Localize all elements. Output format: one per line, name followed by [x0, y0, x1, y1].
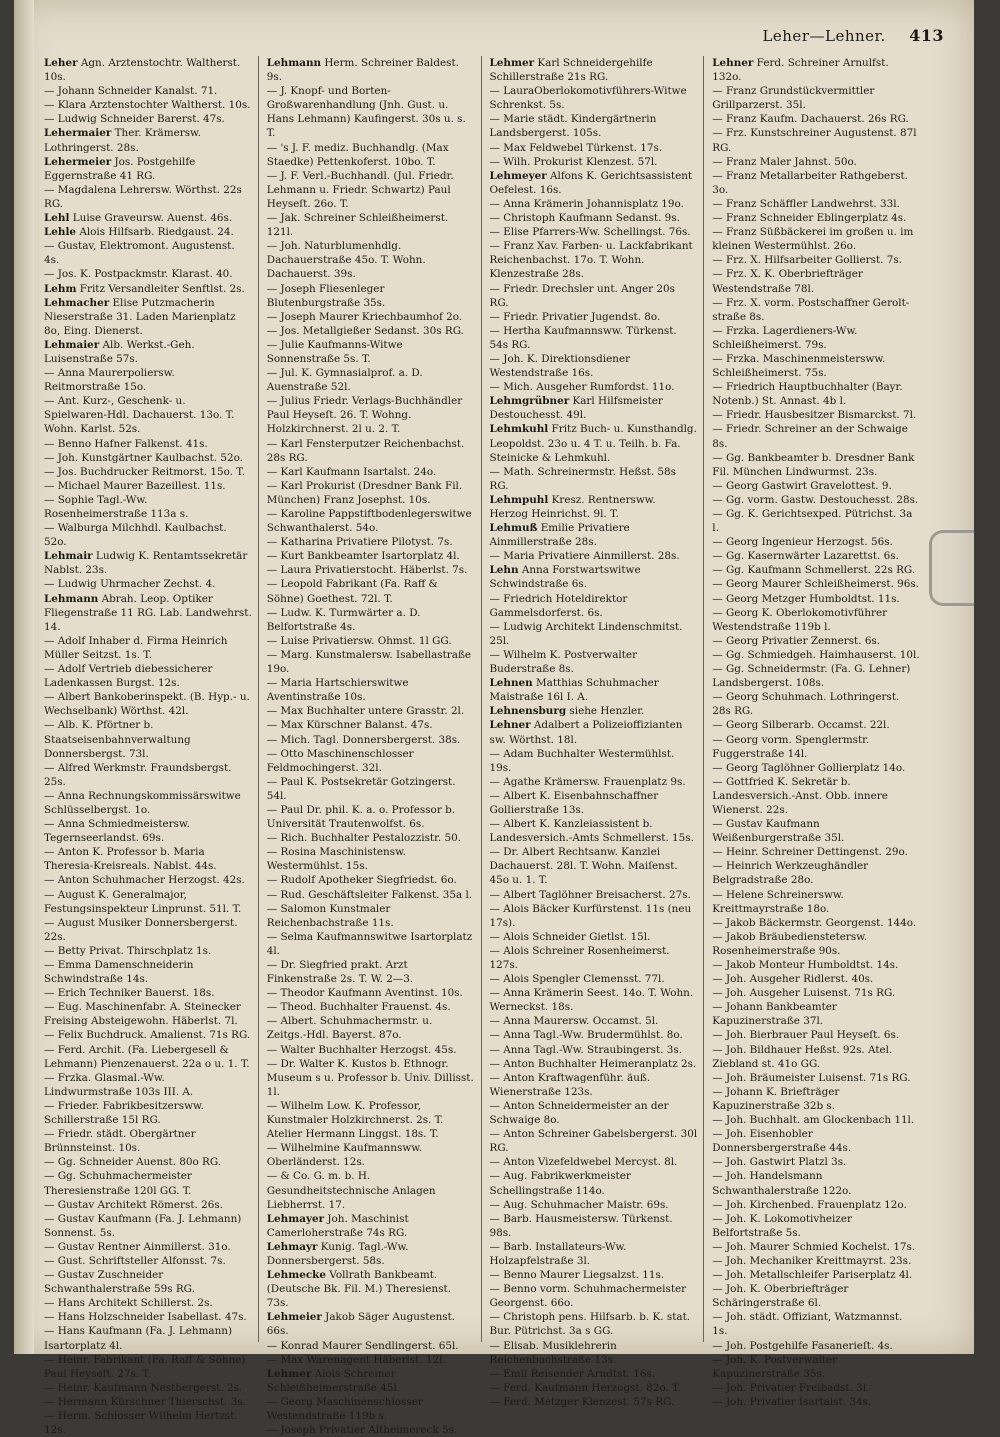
directory-entry: — Joh. Metallschleifer Pariserplatz 4l.	[712, 1269, 913, 1282]
directory-entry: — Joh. Postgehilfe Fasanerieſt. 4s.	[712, 1339, 893, 1352]
directory-entry: — 's J. F. mediz. Buchhandlg. (Max Staedke) Pettenkoferst. 10bo. T.	[266, 141, 452, 168]
directory-entry: — Aug. Fabrikwerkmeister Schellingstraße 114o.	[489, 1170, 635, 1197]
directory-entry: — Dr. Siegfried prakt. Arzt Finkenstraße 2s. T. W. 2—3.	[266, 959, 414, 986]
directory-entry: — Anton Kraftwagenführ. äuß. Wienerstraße 123s.	[489, 1071, 654, 1098]
directory-entry: — Johann Bankbeamter Kapuzinerstraße 37l.	[712, 1001, 841, 1028]
directory-entry: — Otto Maschinenschlosser Feldmochingerst. 32l.	[266, 747, 417, 774]
directory-entry: — Selma Kaufmannswitwe Isartorplatz 4l.	[266, 930, 476, 957]
directory-entry: — Georg Metzger Humboldtst. 11s.	[712, 592, 900, 605]
directory-entry: Lehmayer Joh. Maschinist Camerloherstraße 74s RG.	[266, 1212, 412, 1239]
directory-entry: — Anton Schneidermeister an der Schwaige 8o.	[489, 1099, 672, 1127]
directory-entry: — Joh. Handelsmann Schwanthalerstraße 122o.	[712, 1170, 852, 1197]
directory-entry: — Gottfried K. Sekretär b. Landesversich.-Anst. Obb. innere Wienerst. 22s.	[712, 775, 892, 816]
surname: Lehmecke	[266, 1269, 326, 1282]
running-head-title: Leher—Lehner.	[762, 27, 886, 45]
column-3	[482, 56, 705, 1408]
directory-entry: Lehmair Ludwig K. Rentamtssekretär Nablst. 23s.	[44, 550, 251, 577]
surname: Lehmann	[44, 592, 99, 605]
directory-entry: — Joh. Bierbrauer Paul Heyseſt. 6s.	[712, 1029, 900, 1042]
directory-entry: — Mich. Tagl. Donnersbergerst. 38s.	[266, 733, 461, 746]
directory-entry: — Franz Kaufm. Dachauerst. 26s RG.	[712, 113, 909, 126]
directory-entry: — Hermann Kürschner Thierschst. 3s.	[44, 1395, 247, 1408]
directory-entry: — Frzka. Lagerdieners-Ww. Schleißheimerst. 79s.	[712, 324, 861, 351]
directory-entry: — Dr. Walter K. Kustos b. Ethnogr. Museum s u. Professor b. Univ. Dillisst. 1l.	[266, 1057, 478, 1098]
directory-entry: Lehmecke Vollrath Bankbeamt. (Deutsche Bk. Fil. M.) Theresienst. 73s.	[266, 1269, 455, 1310]
directory-entry: — Gg. Schneidermstr. (Fa. G. Lehner) Landsbergerst. 108s.	[712, 663, 914, 690]
directory-entry: — Frieder. Fabrikbesitzersww. Schillerstraße 15l RG.	[44, 1099, 208, 1127]
directory-entry: — Joh. Buchhalt. am Glockenbach 11l.	[712, 1114, 915, 1127]
directory-entry: — Jak. Schreiner Schleißheimerst. 121l.	[266, 212, 452, 239]
directory-entry: — Emil Reisender Arndtst. 16s.	[489, 1367, 656, 1380]
directory-entry: — Paul Dr. phil. K. a. o. Professor b. Universität Trautenwolfst. 6s.	[266, 803, 459, 831]
directory-entry: — Barb. Hausmeistersw. Türkenst. 98s.	[489, 1212, 676, 1239]
directory-entry: — Alois Spengler Clemensst. 77l.	[489, 973, 665, 986]
running-head	[762, 26, 944, 45]
directory-entry: — Gust. Schriftsteller Alfonsst. 7s.	[44, 1254, 226, 1267]
directory-entry: — Rud. Geschäftsleiter Falkenst. 35a l.	[266, 888, 473, 901]
directory-entry: — Jakob Bäckermstr. Georgenst. 144o.	[712, 916, 917, 929]
directory-entry: Lehmer Karl Schneidergehilfe Schillerstraße 21s RG.	[489, 57, 656, 84]
page-number: 413	[909, 26, 944, 45]
directory-entry: Lehmann Abrah. Leop. Optiker Fliegenstraße 11 RG. Lab. Landwehrst. 14.	[44, 592, 256, 633]
directory-entry: — Franz Metallarbeiter Rathgeberst. 3o.	[712, 169, 912, 196]
column-4	[704, 56, 926, 1408]
directory-entry: — Georg Silberarb. Occamst. 22l.	[712, 719, 890, 732]
directory-entry: — Barb. Installateurs-Ww. Holzapfelstraße 3l.	[489, 1240, 630, 1267]
directory-entry: — Joh. Kunstgärtner Kaulbachst. 52o.	[44, 451, 243, 464]
directory-entry: — Rosina Maschinistensw. Westermühlst. 15s.	[266, 846, 410, 873]
directory-entry: — Joh. Gastwirt Platzl 3s.	[712, 1156, 847, 1169]
directory-entry: — Joseph Maurer Kriechbaumhof 2o.	[266, 310, 463, 323]
directory-entry: — Adolf Inhaber d. Firma Heinrich Müller Seitzst. 1s. T.	[44, 634, 231, 661]
directory-entry: — Gustav Zuschneider Schwanthalerstraße 59s RG.	[44, 1269, 195, 1296]
directory-entry: — Anna Tagl.-Ww. Brudermühlst. 8o.	[489, 1029, 683, 1042]
directory-entry: — Elisab. Musiklehrerin Reichenbachstraße 13s.	[489, 1339, 621, 1366]
directory-entry: — Emma Damenschneiderin Schwindstraße 14s.	[44, 959, 197, 986]
directory-entry: — Jul. K. Gymnasialprof. a. D. Auenstraße 52l.	[266, 367, 427, 394]
binder-clip	[929, 530, 974, 606]
directory-entry: — Heinr. Kaufmann Nestbergerst. 2s.	[44, 1381, 243, 1394]
directory-entry: — Salomon Kunstmaler Reichenbachstraße 11s.	[266, 902, 394, 929]
surname: Lehmeier	[266, 1311, 322, 1324]
directory-entry: — Sophie Tagl.-Ww. Rosenheimerstraße 113a s.	[44, 493, 189, 520]
directory-entry: — Luise Privatiersw. Ohmst. 1l GG.	[266, 634, 452, 647]
directory-entry: — Gg. Schuhmachermeister Theresienstraße 120l GG. T.	[44, 1170, 196, 1197]
directory-entry: — Albert Bankoberinspekt. (B. Hyp.- u. Wechselbank) Wörthst. 42l.	[44, 691, 254, 718]
surname: Lehermeier	[44, 155, 112, 168]
directory-entry: — Georg Gastwirt Gravelottest. 9.	[712, 479, 892, 492]
directory-entry: — Ludwig Uhrmacher Zechst. 4.	[44, 578, 216, 591]
directory-entry: — Hans Architekt Schillerst. 2s.	[44, 1297, 213, 1310]
directory-entry: — Joh. Privatier Freibadst. 3l.	[712, 1381, 870, 1394]
directory-entry: — Friedr. städt. Obergärtner Brünnsteinst. 10s.	[44, 1128, 199, 1155]
surname: Lehermaier	[44, 127, 112, 140]
directory-entry: — Franz Xav. Farben- u. Lackfabrikant Reichenbachst. 17o. T. Wohn. Klenzestraße 28s.	[489, 240, 697, 281]
directory-entry: — Erich Techniker Bauerst. 18s.	[44, 987, 215, 1000]
directory-entry: — Betty Privat. Thirschplatz 1s.	[44, 944, 212, 957]
directory-entry: — Gustav Architekt Römerst. 26s.	[44, 1198, 223, 1211]
directory-entry: — Georg vorm. Spenglermstr. Fuggerstraße 14l.	[712, 733, 873, 760]
directory-entry: — Maria Hartschierswitwe Aventinstraße 10s.	[266, 677, 412, 704]
directory-entry: Lehmeier Jakob Säger Augustenst. 66s.	[266, 1311, 459, 1338]
directory-entry: — Klara Arztenstochter Waltherst. 10s.	[44, 99, 251, 112]
directory-entry: — Gustav Rentner Ainmillerst. 31o.	[44, 1240, 231, 1253]
directory-entry: — Joh. Bildhauer Heßst. 92s. Atel. Ziebland st. 41o GG.	[712, 1043, 896, 1070]
surname: Lehnensburg	[489, 705, 567, 718]
directory-entry: — Friedr. Drechsler unt. Anger 20s RG.	[489, 282, 679, 309]
directory-entry: — Joh. Mechaniker Kreittmayrst. 23s.	[712, 1254, 912, 1267]
directory-entry: Lehm Fritz Versandleiter Senftlst. 2s.	[44, 282, 245, 295]
directory-entry: — Wilh. Prokurist Klenzest. 57l.	[489, 155, 658, 168]
directory-entry: — Gustav Kaufmann Weißenburgerstraße 35l.	[712, 818, 845, 845]
surname: Lehmer	[266, 1367, 312, 1380]
directory-entry: — Ferd. Archit. (Fa. Liebergesell & Lehmann) Pienzenauerst. 22a o u. 1. T.	[44, 1043, 250, 1070]
directory-entry: — Gg. Schmiedgeh. Haimhauserst. 10l.	[712, 648, 920, 661]
surname: Lehmeyer	[489, 169, 547, 182]
directory-entry: — Joh. Privatier Isartalst. 34s.	[712, 1395, 872, 1408]
directory-entry: Leher Agn. Arztenstochtr. Waltherst. 10s.	[44, 57, 244, 84]
directory-entry: — Georg Schuhmach. Lothringerst. 28s RG.	[712, 691, 903, 718]
directory-entry: — Heinrich Werkzeughändler Belgradstraße 28o.	[712, 860, 872, 887]
directory-entry: Lehmuß Emilie Privatiere Ainmillerstraße 28s.	[489, 522, 634, 549]
directory-entry: Lehmaier Alb. Werkst.-Geh. Luisenstraße 57s.	[44, 338, 198, 365]
directory-entry: — Wilhelm Low. K. Professor, Kunstmaler Holzkirchnerst. 2s. T. Atelier Hermann Linggst. 18s. T.	[266, 1099, 447, 1141]
directory-entry: — Theodor Kaufmann Aventinst. 10s.	[266, 987, 463, 1000]
directory-entry: — Gustav, Elektromont. Augustenst. 4s.	[44, 240, 238, 267]
directory-entry: — Joseph Privatier Altheimereck 5s.	[266, 1424, 458, 1437]
directory-entry: — Theod. Buchhalter Frauenst. 4s.	[266, 1001, 451, 1014]
directory-entry: — Joh. K. Postverwalter Kapuzinerstraße 35s.	[712, 1353, 841, 1380]
directory-page	[14, 0, 974, 1437]
directory-entry: — Joh. K. Lokomotivheizer Belfortstraße 5s.	[712, 1212, 856, 1239]
surname: Lehmuß	[489, 522, 538, 535]
directory-entry: — Gg. Kaufmann Schmellerst. 22s RG.	[712, 564, 916, 577]
directory-entry: — Jakob Bräubedienstetersw. Rosenheimerstraße 90s.	[712, 930, 871, 957]
directory-entry: — Alois Bäcker Kurfürstenst. 11s (neu 17s).	[489, 902, 695, 929]
surname: Lehn	[489, 564, 519, 577]
directory-entry: — Anna Krämerin Seest. 14o. T. Wohn. Werneckst. 18s.	[489, 987, 697, 1014]
surname: Lehner	[712, 57, 754, 69]
directory-entry: — Hertha Kaufmannsww. Türkenst. 54s RG.	[489, 324, 681, 351]
directory-entry: — Frz. X. K. Oberbriefträger Westendstraße 78l.	[712, 268, 867, 295]
directory-entry: — Karl Kaufmann Isartalst. 24o.	[266, 465, 437, 478]
directory-entry: — & Co. G. m. b. H. Gesundheitstechnische Anlagen Liebherrst. 17.	[266, 1170, 439, 1211]
directory-entry: Lehmeyer Alfons K. Gerichtsassistent Oefelest. 16s.	[489, 169, 696, 196]
directory-entry: — Anna Krämerin Johannisplatz 19o.	[489, 197, 684, 210]
directory-entry: Lehermeier Jos. Postgehilfe Eggernstraße 41 RG.	[44, 155, 199, 182]
directory-entry: — Christoph pens. Hilfsarb. b. K. stat. Bur. Pütrichst. 3a s GG.	[489, 1311, 694, 1338]
directory-entry: — Benno vorm. Schuhmachermeister Georgenst. 66o.	[489, 1283, 690, 1310]
directory-entry: Lehmer Alois Schreiner Schleißheimerstraße 45l.	[266, 1367, 401, 1394]
directory-entry: — J. Knopf- und Borten-Großwarenhandlung (Jnh. Gust. u. Hans Lehmann) Kaufingerst. 30s u. s. T.	[266, 85, 470, 140]
directory-entry: — Elise Pfarrers-Ww. Schellingst. 76s.	[489, 226, 691, 239]
directory-entry: — LauraOberlokomotivführers-Witwe Schrenkst. 5s.	[489, 85, 690, 112]
directory-entry: — Gg. vorm. Gastw. Destouchesst. 28s.	[712, 493, 919, 506]
directory-entry: Lehmacher Elise Putzmacherin Nieserstraße 31. Laden Marienplatz 8o, Eing. Dienerst.	[44, 296, 239, 337]
directory-entry: — Walburga Milchhdl. Kaulbachst. 52o.	[44, 522, 230, 549]
directory-entry: — Georg Taglöhner Gollierplatz 14o.	[712, 761, 906, 774]
directory-entry: Lehermaier Ther. Krämersw. Lothringerst. 28s.	[44, 127, 205, 154]
directory-entry: — Dr. Albert Rechtsanw. Kanzlei Dachauerst. 28l. T. Wohn. Maiſenst. 45o u. 1. T.	[489, 846, 681, 887]
surname: Lehmpuhl	[489, 493, 549, 506]
surname: Lehmer	[489, 57, 535, 69]
directory-entry: — Ludwig Architekt Lindenschmitst. 25l.	[489, 620, 686, 647]
directory-entry: — Aug. Schuhmacher Maistr. 69s.	[489, 1198, 669, 1211]
directory-entry: Lehmpuhl Kresz. Rentnersww. Herzog Heinrichst. 9l. T.	[489, 493, 660, 520]
directory-entry: Lehle Alois Hilfsarb. Riedgaust. 24.	[44, 226, 234, 239]
directory-entry: — Julie Kaufmanns-Witwe Sonnenstraße 5s. T.	[266, 338, 406, 365]
directory-entry: — Laura Privatierstocht. Häberlst. 7s.	[266, 564, 468, 577]
directory-entry: — Alfred Werkmstr. Fraundsbergst. 25s.	[44, 761, 235, 788]
directory-entry: — Hans Holzschneider Isabellast. 47s.	[44, 1311, 247, 1324]
directory-entry: — Frzka. Glasmal.-Ww. Lindwurmstraße 103s III. A.	[44, 1071, 194, 1098]
directory-entry: — Anna Maurerpoliersw. Reitmorstraße 15o.	[44, 367, 178, 394]
directory-entry: — Adolf Vertrieb diebessicherer Ladenkassen Burgst. 12s.	[44, 663, 216, 690]
surname: Lehmann	[266, 57, 322, 69]
directory-entry: — Gg. Bankbeamter b. Dresdner Bank Fil. München Lindwurmst. 23s.	[712, 451, 918, 478]
directory-entry: — Marie städt. Kindergärtnerin Landsbergerst. 105s.	[489, 113, 660, 140]
directory-entry: — Joh. Ausgeher Luisenst. 71s RG.	[712, 987, 896, 1000]
directory-entry: — Max Warenagent Häberlst. 12l.	[266, 1353, 446, 1366]
directory-entry: — Georg Maschinenschlosser Westendstraße 119b s.	[266, 1395, 427, 1422]
directory-entry: — Friedr. Hausbesitzer Bismarckst. 7l.	[712, 409, 917, 422]
directory-entry: — Jos. Buchdrucker Reitmorst. 15o. T.	[44, 465, 246, 478]
directory-entry: — Jakob Monteur Humboldtst. 14s.	[712, 959, 899, 971]
directory-entry: — Joh. Eisenhobler Donnersbergerstraße 44s.	[712, 1128, 852, 1155]
directory-entry: — Franz Grundstückvermittler Grillparzerst. 35l.	[712, 85, 878, 112]
surname: Lehmayr	[266, 1240, 318, 1253]
directory-entry: — August Musiker Donnersbergerst. 22s.	[44, 916, 241, 943]
directory-entry: — Marg. Kunstmalersw. Isabellastraße 19o.	[266, 648, 475, 676]
directory-entry: — Friedrich Hoteldirektor Gammelsdorferst. 6s.	[489, 592, 631, 619]
directory-entry: — Joh. K. Oberbriefträger Schäringerstraße 6l.	[712, 1283, 852, 1310]
directory-entry: — Gg. K. Gerichtsexped. Pütrichst. 3a l.	[712, 508, 916, 535]
directory-entry: — Albert. Schuhmachermstr. u. Zeitgs.-Hdl. Bayerst. 87o.	[266, 1015, 436, 1042]
directory-entry: — Alois Schreiner Rosenheimerst. 127s.	[489, 944, 673, 971]
directory-entry: Lehner Adalbert a Polizeioffizianten sw. Wörthst. 18l.	[489, 719, 686, 746]
directory-entry: — Johann Schneider Kanalst. 71.	[44, 85, 218, 98]
directory-entry: — Heinr. Schreiner Dettingenst. 29o.	[712, 846, 908, 859]
directory-entry: — Franz Maler Jahnst. 50o.	[712, 155, 857, 168]
directory-entry: — Joseph Fliesenleger Blutenburgstraße 35s.	[266, 282, 388, 309]
directory-entry: — Max Feldwebel Türkenst. 17s.	[489, 141, 663, 154]
directory-entry: — Wilhelmine Kaufmannsww. Oberländerst. 12s.	[266, 1142, 426, 1169]
directory-entry: — Ant. Kurz-, Geschenk- u. Spielwaren-Hdl. Dachauerst. 13o. T. Wohn. Karlst. 52s.	[44, 395, 238, 436]
surname: Lehner	[489, 719, 531, 732]
column-2	[259, 56, 482, 1437]
directory-entry: — Gg. Schneider Auenst. 80o RG.	[44, 1156, 222, 1169]
directory-entry: — Frz. X. Hilfsarbeiter Gollierst. 7s.	[712, 254, 902, 267]
directory-entry: — Friedr. Schreiner an der Schwaige 8s.	[712, 423, 912, 450]
directory-entry: — Kurt Bankbeamter Isartorplatz 4l.	[266, 550, 460, 563]
directory-entry: Lehn Anna Forstwartswitwe Schwindstraße 6s.	[489, 564, 644, 591]
surname: Lehl	[44, 212, 70, 225]
surname: Lehle	[44, 226, 77, 239]
directory-entry: — Herm. Schlosser Wilhelm Hertzst. 12s.	[44, 1410, 242, 1437]
directory-entry: Lehner Ferd. Schreiner Arnulfst. 132o.	[712, 57, 893, 84]
surname: Lehmacher	[44, 296, 110, 309]
surname: Leher	[44, 57, 78, 69]
directory-entry: — Walter Buchhalter Herzogst. 45s.	[266, 1043, 457, 1056]
directory-entry: — Anton Schuhmacher Herzogst. 42s.	[44, 874, 245, 887]
directory-entry: — Ferd. Metzger Klenzest. 57s RG.	[489, 1395, 675, 1408]
directory-entry: — Anna Schmiedmeistersw. Tegernseerlandst. 69s.	[44, 818, 194, 845]
directory-entry: — Karl Fensterputzer Reichenbachst. 28s RG.	[266, 437, 468, 464]
surname: Lehm	[44, 282, 77, 295]
directory-entry: — Helene Schreinersww. Kreittmayrstraße 18o.	[712, 888, 848, 915]
directory-entry: Lehmkuhl Fritz Buch- u. Kunsthandlg. Leopoldst. 23o u. 4 T. u. Teilh. b. Fa. Steinicke & Lehmkuhl.	[489, 423, 701, 464]
directory-entry: — Joh. Maurer Schmied Kochelst. 17s.	[712, 1240, 916, 1253]
directory-entry: — Georg K. Oberlokomotivführer Westendstraße 119b l.	[712, 606, 891, 633]
directory-entry: — Agathe Krämersw. Frauenplatz 9s.	[489, 775, 686, 788]
directory-entry: — Joh. K. Direktionsdiener Westendstraße 16s.	[489, 352, 634, 380]
directory-entry: — Anna Rechnungskommissärswitwe Schlüsselbergst. 1o.	[44, 789, 245, 816]
directory-entry: — Alois Schneider Gietlst. 15l.	[489, 930, 651, 943]
surname: Lehmair	[44, 550, 93, 563]
directory-entry: Lehmayr Kunig. Tagl.-Ww. Donnersbergerst. 58s.	[266, 1240, 412, 1267]
directory-entry: — Albert K. Eisenbahnschaffner Gollierstraße 13s.	[489, 789, 662, 816]
directory-entry: — Anton Buchhalter Heimeranplatz 2s.	[489, 1057, 697, 1070]
directory-entry: — Franz Schäffler Landwehrst. 33l.	[712, 197, 900, 210]
directory-entry: — Max Kürschner Balanst. 47s.	[266, 719, 433, 732]
surname: Lehmayer	[266, 1212, 325, 1225]
directory-entry: — Maria Privatiere Ainmillerst. 28s.	[489, 550, 680, 563]
directory-entry: — Paul K. Postsekretär Gotzingerst. 54l.	[266, 775, 459, 802]
directory-entry: — Rudolf Apotheker Siegfriedst. 6o.	[266, 874, 457, 887]
directory-entry: — Karoline Pappstiftbodenlegerswitwe Schwanthalerst. 54o.	[266, 508, 476, 535]
directory-entry: — Magdalena Lehrersw. Wörthst. 22s RG.	[44, 183, 246, 210]
directory-entry: — Anton Vizefeldwebel Mercyst. 8l.	[489, 1156, 678, 1169]
directory-entry: Lehl Luise Graveursw. Auenst. 46s.	[44, 212, 233, 225]
directory-entry: — August K. Generalmajor, Festungsinspekteur Linprunst. 51l. T.	[44, 888, 242, 915]
directory-entry: — Albert Taglöhner Breisacherst. 27s.	[489, 888, 691, 901]
directory-entry: — Franz Schneider Eblingerplatz 4s.	[712, 212, 907, 225]
surname: Lehmaier	[44, 338, 100, 351]
directory-entry: — Katharina Privatiere Pilotyst. 7s.	[266, 536, 453, 549]
surname: Lehmgrübner	[489, 395, 570, 408]
directory-entry: Lehnensburg siehe Henzler.	[489, 705, 645, 718]
directory-entry: — J. F. Verl.-Buchhandl. (Jul. Friedr. Lehmann u. Friedr. Schwartz) Paul Heyseſt. 26o. T.	[266, 169, 457, 210]
directory-entry: — Adam Buchhalter Westermühlst. 19s.	[489, 747, 678, 774]
directory-entry: — Joh. städt. Offiziant, Watzmannst. 1s.	[712, 1311, 906, 1338]
surname: Lehmkuhl	[489, 423, 549, 436]
directory-entry: — Leopold Fabrikant (Fa. Raff & Söhne) Goethest. 72l. T.	[266, 578, 442, 605]
directory-entry: — Joh. Ausgeher Ridlerst. 40s.	[712, 973, 874, 986]
directory-entry: — Felix Buchdruck. Amalienst. 71s RG.	[44, 1029, 251, 1042]
directory-entry: Lehmgrübner Karl Hilfsmeister Destouchesst. 49l.	[489, 395, 667, 422]
directory-entry: — Anna Tagl.-Ww. Straubingerst. 3s.	[489, 1043, 683, 1056]
directory-entry: — Joh. Naturblumenhdlg. Dachauerstraße 45o. T. Wohn. Dachauerst. 39s.	[266, 240, 429, 281]
directory-entry: — Hans Kaufmann (Fa. J. Lehmann) Isartorplatz 4l.	[44, 1325, 236, 1352]
directory-entry: — Alb. K. Pförtner b. Staatseisenbahnverwaltung Donnersbergst. 73l.	[44, 719, 194, 760]
column-1	[36, 56, 259, 1437]
directory-entry: Lehmann Herm. Schreiner Baldest. 9s.	[266, 57, 463, 84]
page-gutter	[14, 0, 34, 1354]
directory-entry: — Franz Süßbäckerei im großen u. im kleinen Westermühlst. 26o.	[712, 226, 917, 253]
directory-entry: — Friedr. Privatier Jugendst. 8o.	[489, 310, 661, 323]
directory-entry: — Benno Maurer Liegsalzst. 11s.	[489, 1269, 665, 1282]
directory-entry: — Georg Maurer Schleißheimerst. 96s.	[712, 578, 919, 591]
directory-entry: — Michael Maurer Bazeillest. 11s.	[44, 479, 226, 492]
directory-entry: — Christoph Kaufmann Sedanst. 9s.	[489, 212, 680, 225]
directory-entry: — Friedrich Hauptbuchhalter (Bayr. Notenb.) St. Annast. 4b l.	[712, 381, 906, 408]
directory-entry: — Konrad Maurer Sendlingerst. 65l.	[266, 1339, 459, 1352]
directory-entry: — Frz. X. vorm. Postschaffner Gerolt-straße 8s.	[712, 296, 910, 323]
directory-entry: — Jos. Metallgießer Sedanst. 30s RG.	[266, 324, 464, 337]
directory-entry: — Albert K. Kanzleiassistent b. Landesversich.-Amts Schmellerst. 15s.	[489, 818, 694, 845]
directory-entry: — Math. Schreinermstr. Heßst. 58s RG.	[489, 465, 680, 492]
directory-entry: — Anton K. Professor b. Maria Theresia-Kreisreals. Nablst. 44s.	[44, 846, 217, 873]
directory-entry: — Wilhelm K. Postverwalter Buderstraße 8s.	[489, 648, 641, 676]
directory-entry: — Max Buchhalter untere Grasstr. 2l.	[266, 705, 465, 718]
directory-entry: — Gg. Kasernwärter Lazarettst. 6s.	[712, 550, 899, 563]
directory-entry: — Ludw. K. Turmwärter a. D. Belfortstraße 4s.	[266, 606, 424, 633]
directory-entry: Lehnen Matthias Schuhmacher Maistraße 16l I. A.	[489, 677, 663, 704]
directory-entry: — Georg Ingenieur Herzogst. 56s.	[712, 536, 893, 549]
columns	[36, 56, 926, 1437]
directory-entry: — Ferd. Kaufmann Herzogst. 82o. T.	[489, 1381, 681, 1394]
directory-entry: — Joh. Bräumeister Luisenst. 71s RG.	[712, 1071, 911, 1084]
directory-entry: — Anna Maurersw. Occamst. 5l.	[489, 1015, 659, 1028]
directory-entry: — Rich. Buchhalter Pestalozzistr. 50.	[266, 832, 462, 845]
directory-entry: — Frzka. Maschinenmeistersww. Schleißheimerst. 75s.	[712, 352, 889, 380]
directory-entry: — Ludwig Schneider Barerst. 47s.	[44, 113, 225, 126]
directory-entry: — Heinr. Fabrikant (Fa. Raff & Söhne) Paul Heyseſt. 27s. T.	[44, 1353, 249, 1380]
directory-entry: — Mich. Ausgeher Rumfordst. 11o.	[489, 381, 675, 394]
directory-entry: — Gustav Kaufmann (Fa. J. Lehmann) Sonnenst. 5s.	[44, 1212, 245, 1239]
surname: Lehnen	[489, 677, 533, 690]
directory-entry: — Eug. Maschinenfabr. A. Steinecker Freising Absteigewohn. Häberlst. 7l.	[44, 1001, 245, 1028]
directory-entry: — Georg Privatier Zennerst. 6s.	[712, 634, 881, 647]
directory-entry: — Frz. Kunstschreiner Augustenst. 87l RG.	[712, 127, 920, 154]
directory-entry: — Jos. K. Postpackmstr. Klarast. 40.	[44, 268, 233, 281]
directory-entry: — Anton Schreiner Gabelsbergerst. 30l RG.	[489, 1128, 701, 1155]
directory-entry: — Benno Hafner Falkenst. 41s.	[44, 437, 208, 450]
directory-entry: — Karl Prokurist (Dresdner Bank Fil. München) Franz Josephst. 10s.	[266, 479, 466, 506]
directory-entry: — Julius Friedr. Verlags-Buchhändler Paul Heyseſt. 26. T. Wohng. Holzkirchnerst. 2l u. 2. T.	[266, 395, 466, 436]
directory-entry: — Johann K. Briefträger Kapuzinerstraße 32b s.	[712, 1085, 843, 1112]
directory-entry: — Joh. Kirchenbed. Frauenplatz 12o.	[712, 1198, 907, 1211]
